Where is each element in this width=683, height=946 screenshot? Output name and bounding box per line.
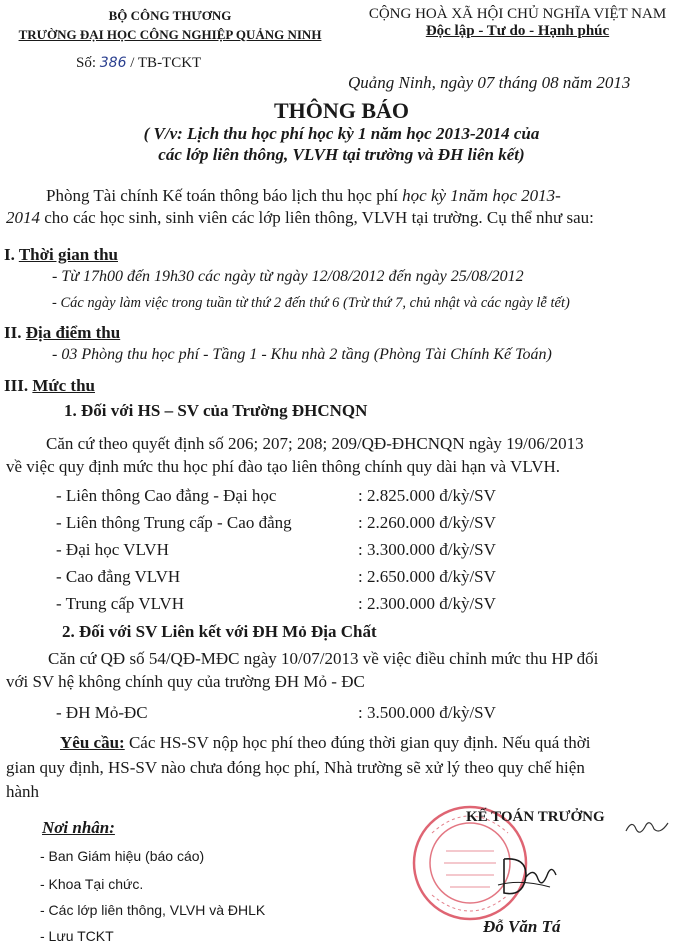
document-number-handwritten: 386 [99,55,127,71]
document-subtitle-line2: các lớp liên thông, VLVH tại trường và ĐH liên kết) [158,145,525,164]
intro-line1-italic: học kỳ 1năm học 2013- [402,186,561,205]
section-place-label: Địa điểm thu [25,323,121,342]
fee-subsection-2-title: 2. Đối với SV Liên kết với ĐH Mỏ Địa Chất [62,622,377,641]
intro-line2-italic: 2014 [6,208,40,227]
republic-name: CỘNG HOÀ XÃ HỘI CHỦ NGHĨA VIỆT NAM [368,6,667,22]
handwritten-signature [490,845,560,905]
document-number-prefix: Số: [76,55,100,71]
signer-name: Đỗ Văn Tá [483,917,561,936]
fee-item-name: - Đại học VLVH [56,540,169,559]
fee-item-name: - Trung cấp VLVH [56,594,184,613]
recipient-item: - Lưu TCKT [40,928,114,944]
fee-item-name: - Liên thông Cao đẳng - Đại học [56,486,277,505]
requirement-line1 [60,733,590,753]
fee-subsection-1-basis-line2: về việc quy định mức thu học phí đào tạo liên thông chính quy dài hạn và VLVH. [6,457,561,476]
recipient-item: - Các lớp liên thông, VLVH và ĐHLK [40,902,266,918]
fee-subsection-2-basis-line2: với SV hệ không chính quy của trường ĐH Mỏ - ĐC [6,672,365,691]
time-bullet-hours: - Từ 17h00 đến 19h30 các ngày từ ngày 12/08/2012 đến ngày 25/08/2012 [52,268,524,285]
fee-subsection-1-basis-line1: Căn cứ theo quyết định số 206; 207; 208; 209/QĐ-ĐHCNQN ngày 19/06/2013 [46,434,584,453]
intro-line2-plain: cho các học sinh, sinh viên các lớp liên thông, VLVH tại trường. Cụ thể như sau: [40,208,594,227]
intro-line1-plain: Phòng Tài chính Kế toán thông báo lịch thu học phí [46,186,403,205]
school-name: TRƯỜNG ĐẠI HỌC CÔNG NGHIỆP QUẢNG NINH [18,27,322,42]
national-motto: Độc lập - Tư do - Hạnh phúc [425,23,610,39]
issue-date: Quảng Ninh, ngày 07 tháng 08 năm 2013 [348,73,631,92]
signer-title: KẾ TOÁN TRƯỞNG [466,809,605,825]
document-number [76,55,201,72]
requirement-label: Yêu cầu: [60,733,125,752]
requirement-line2: gian quy định, HS-SV nào chưa đóng học phí, Nhà trường sẽ xử lý theo quy chế hiện [6,758,585,777]
recipients-title: Nơi nhân: [42,818,115,837]
fee-item-value: : 2.825.000 đ/kỳ/SV [358,486,496,505]
recipient-item: - Ban Giám hiệu (báo cáo) [40,848,205,864]
fee-subsection-2-basis-line1: Căn cứ QĐ số 54/QĐ-MĐC ngày 10/07/2013 về việc điều chỉnh mức thu HP đối [48,649,599,668]
section-fee-heading [4,376,95,396]
fee-item-value: : 2.650.000 đ/kỳ/SV [358,567,496,586]
intro-line1 [46,186,561,206]
document-number-suffix: / TB-TCKT [126,55,202,71]
intro-line2 [6,208,594,228]
document-subtitle-line1: ( V/v: Lịch thu học phí học kỳ 1 năm học 2013-2014 của [143,124,540,143]
place-bullet: - 03 Phòng thu học phí - Tầng 1 - Khu nhà 2 tầng (Phòng Tài Chính Kế Toán) [52,346,552,363]
fee-item-value: : 2.260.000 đ/kỳ/SV [358,513,496,532]
section-time-label: Thời gian thu [18,245,118,264]
fee-item-value: : 3.500.000 đ/kỳ/SV [358,703,496,722]
ministry-name: BỘ CÔNG THƯƠNG [108,8,232,23]
requirement-line3: hành [6,782,40,801]
section-place-heading [4,323,120,343]
time-bullet-days: - Các ngày làm việc trong tuần từ thứ 2 đến thứ 6 (Trừ thứ 7, chủ nhật và các ngày lễ tết) [52,295,570,311]
fee-item-value: : 2.300.000 đ/kỳ/SV [358,594,496,613]
section-fee-label: Mức thu [32,376,95,395]
document-title: THÔNG BÁO [273,98,410,123]
initials-signature [622,815,672,839]
fee-subsection-1-title: 1. Đối với HS – SV của Trường ĐHCNQN [64,401,368,420]
requirement-text-1: Các HS-SV nộp học phí theo đúng thời gian quy định. Nếu quá thời [124,733,591,752]
section-time-heading [4,245,118,265]
recipient-item: - Khoa Tại chức. [40,876,144,892]
fee-item-name: - Liên thông Trung cấp - Cao đẳng [56,513,292,532]
fee-item-name: - Cao đẳng VLVH [56,567,181,586]
fee-item-value: : 3.300.000 đ/kỳ/SV [358,540,496,559]
fee-item-name: - ĐH Mỏ-ĐC [56,703,148,722]
section-time-number: I. [4,245,19,264]
section-fee-number: III. [4,376,33,395]
section-place-number: II. [4,323,26,342]
